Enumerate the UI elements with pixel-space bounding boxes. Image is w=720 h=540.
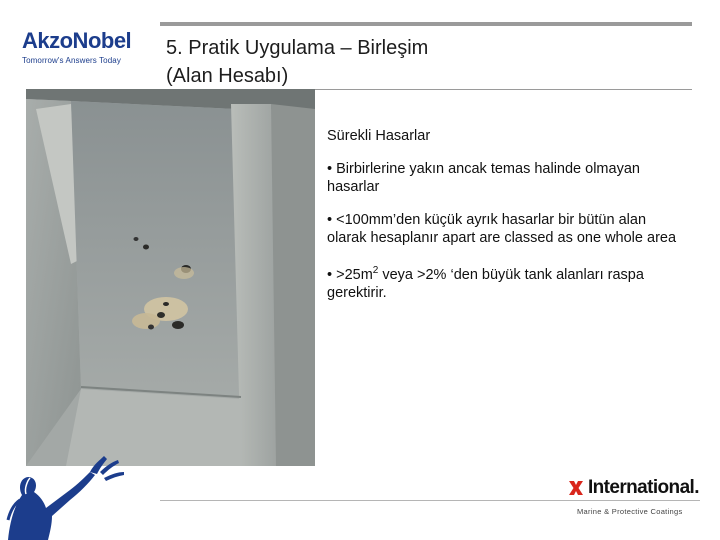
bullet-2: • <100mm’den küçük ayrık hasarlar bir bütün alan olarak hesaplanır apart are classed as one whole area xyxy=(327,212,677,246)
tank-damage-photo xyxy=(26,89,315,466)
brand-tagline: Tomorrow's Answers Today xyxy=(22,56,121,65)
content-body xyxy=(327,127,687,317)
bullet-3-post: veya >2% ‘den büyük tank alanları raspa gerektirir. xyxy=(327,266,644,301)
brand-name: AkzoNobel xyxy=(22,28,132,53)
international-logo xyxy=(568,477,699,499)
akzonobel-logo xyxy=(22,30,142,65)
slide-title-line-1: 5. Pratik Uygulama – Birleşim xyxy=(166,37,429,59)
international-logo-text: International. xyxy=(588,477,699,498)
bullet-3-pre: • >25m xyxy=(327,266,373,283)
slide-title-line-2: (Alan Hesabı) xyxy=(166,65,289,87)
footer-tagline: Marine & Protective Coatings xyxy=(577,507,683,516)
akzonobel-figure-icon xyxy=(0,450,150,540)
bullet-3-sup: 2 xyxy=(372,265,379,276)
international-x-icon xyxy=(568,480,584,496)
bullet-3 xyxy=(327,262,687,302)
top-divider xyxy=(160,22,692,26)
bullet-1: • Birbirlerine yakın ancak temas halinde olmayan hasarlar xyxy=(327,161,640,195)
slide-title xyxy=(166,34,428,90)
footer-divider xyxy=(160,500,700,501)
content-heading: Sürekli Hasarlar xyxy=(327,128,431,144)
